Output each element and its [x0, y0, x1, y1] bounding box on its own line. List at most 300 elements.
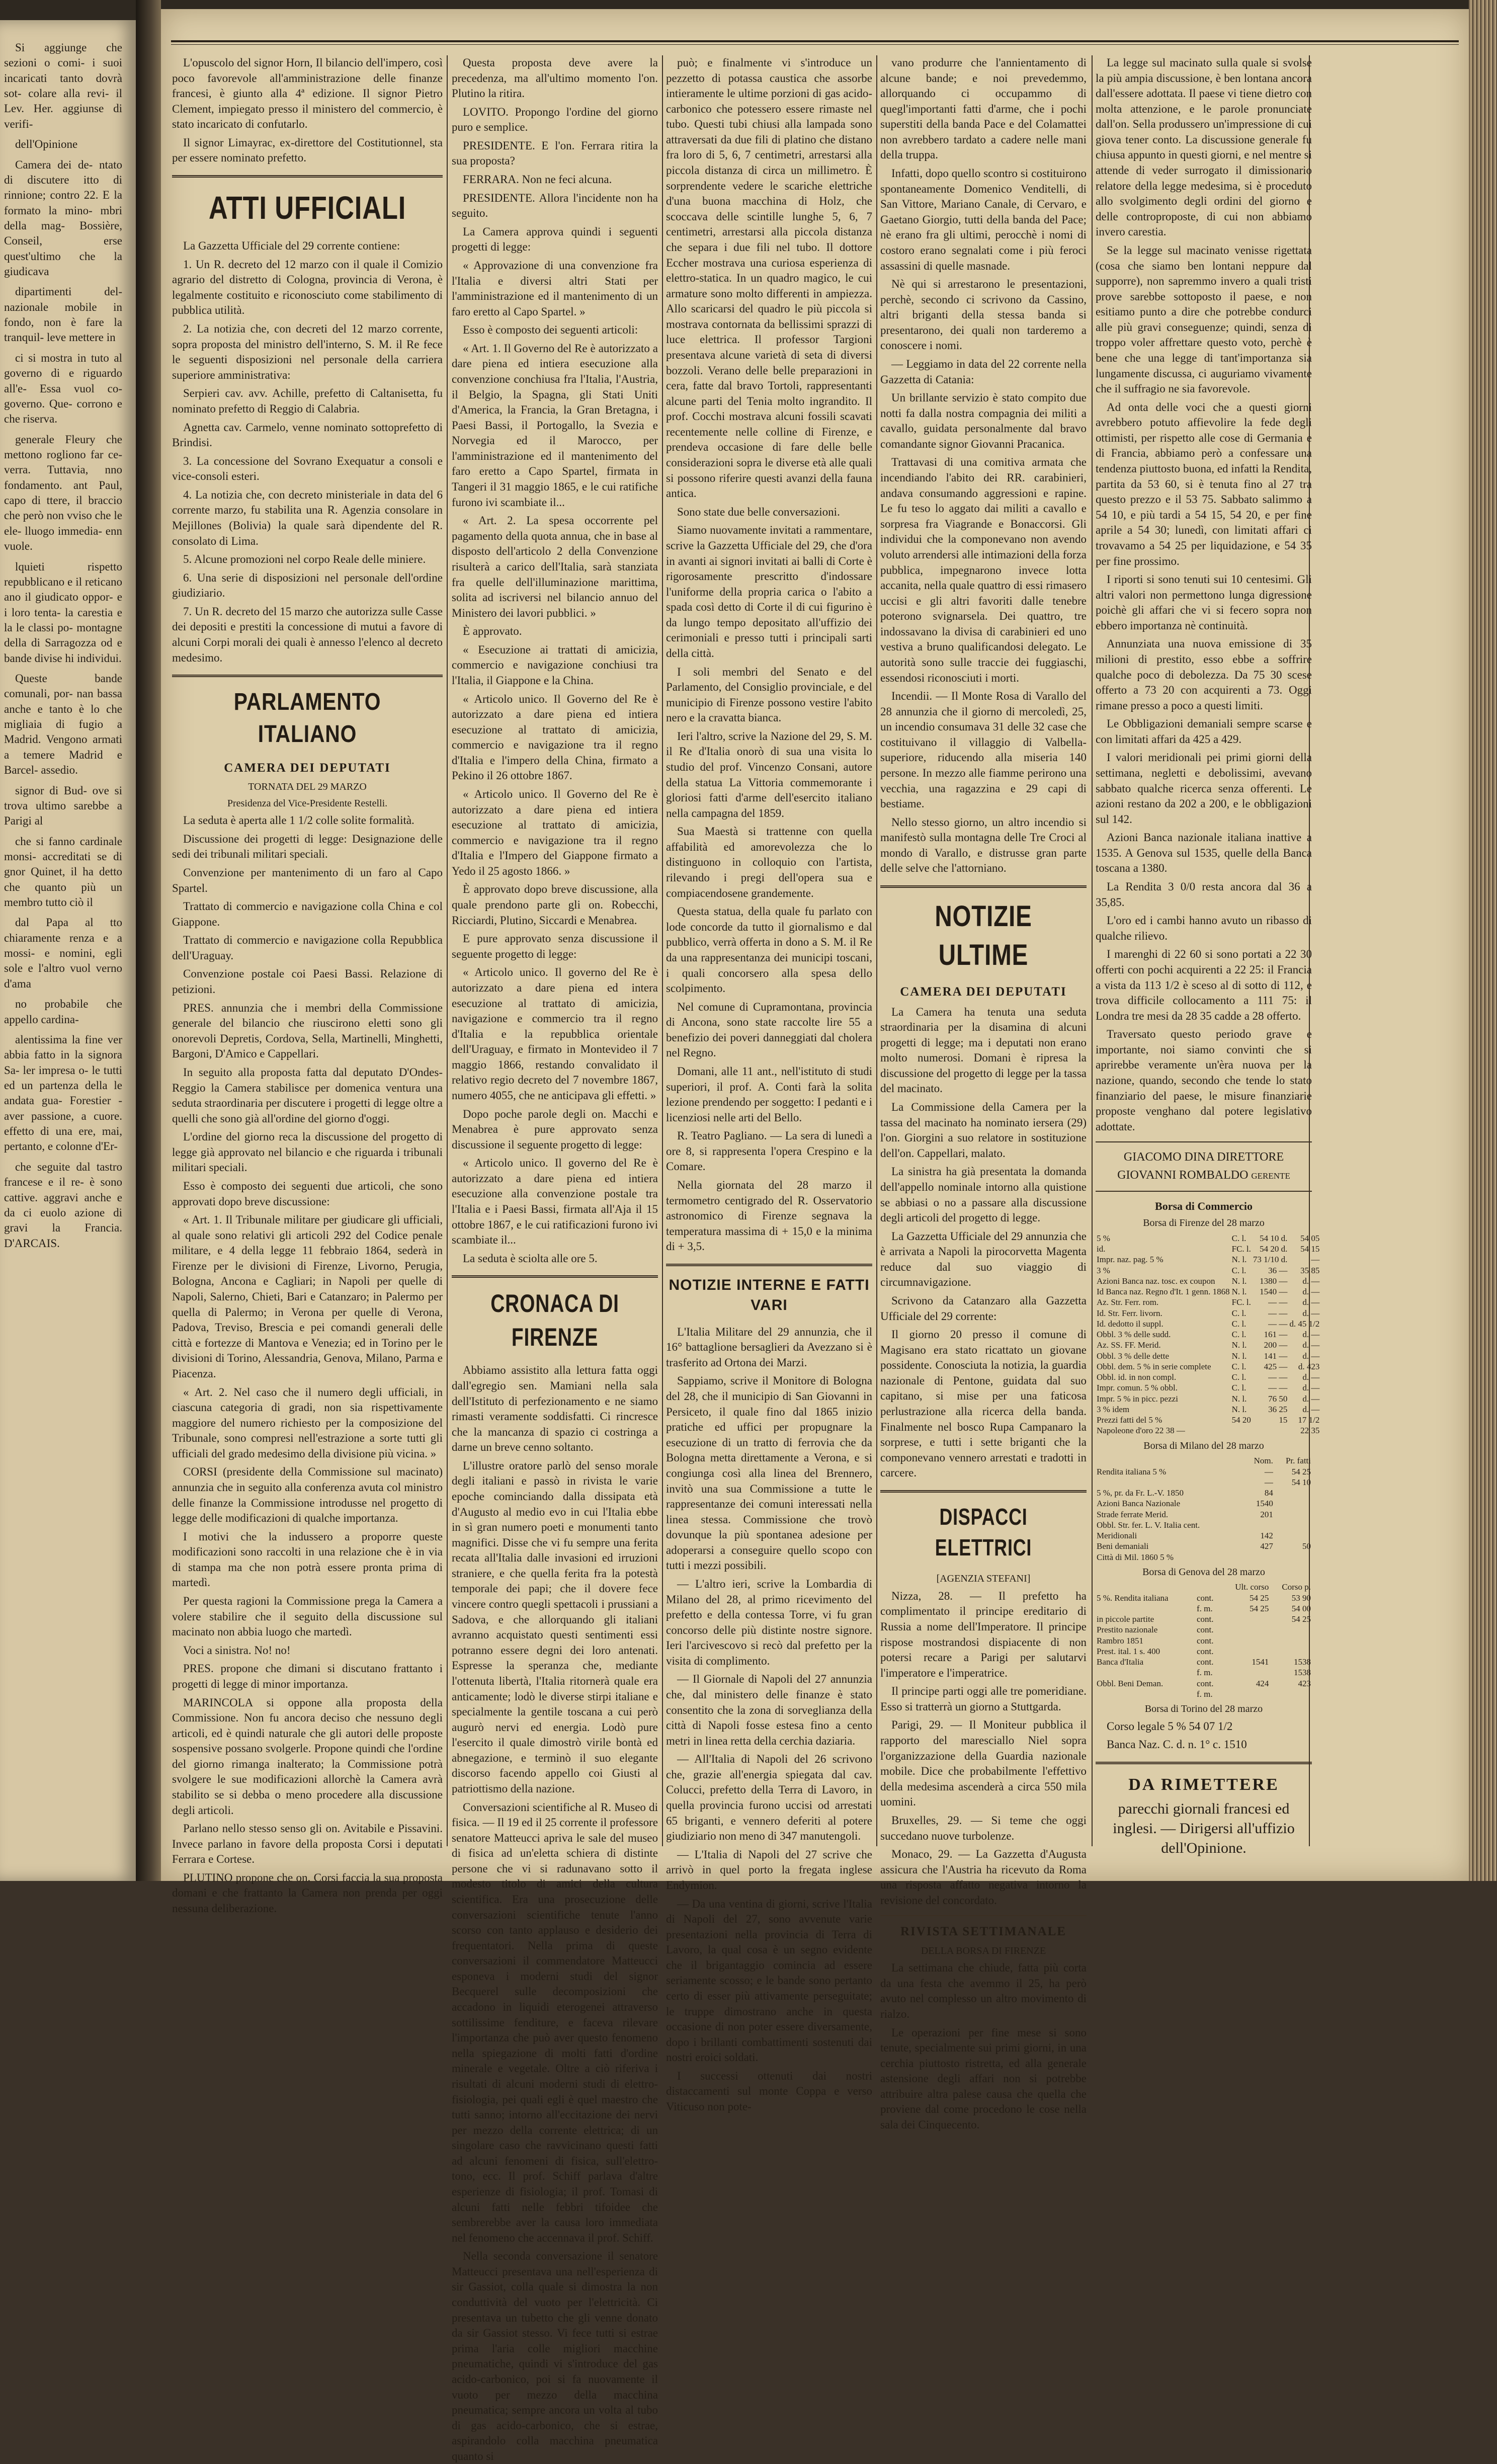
borsa-title: Borsa di Commercio [1155, 1200, 1253, 1213]
paragraph: dell'Opinione [15, 138, 78, 151]
table-cell [1096, 1603, 1196, 1614]
paragraph: Dopo poche parole degli on. Macchi e Menabrea è pure approvato senza discussione il seguente progetto di legge: [452, 1107, 658, 1151]
paragraph: che si fanno cardinale monsi- accreditati se di gnor Quinet, il ha detto che quanto più un membro tutto ciò il [4, 835, 122, 909]
table-row [1096, 1265, 1320, 1276]
table-row [1096, 1415, 1320, 1425]
paragraph: PRESIDENTE. Allora l'incidente non ha seguito. [452, 191, 658, 220]
table-cell: 54 05 [1300, 1233, 1320, 1243]
table-row [1096, 1286, 1320, 1297]
table-cell: Meridionali [1097, 1531, 1137, 1541]
table-cell: — — [1268, 1297, 1288, 1307]
paragraph: Serpieri cav. avv. Achille, prefetto di Caltanisetta, fu nominato prefetto di Reggio di Calabria. [172, 387, 443, 415]
table-cell: Obbl. Str. fer. L. V. Italia cent. [1097, 1520, 1200, 1530]
paragraph: Agnetta cav. Carmelo, venne nominato sottoprefetto di Brindisi. [172, 421, 443, 449]
section-divider [452, 1275, 658, 1278]
direttore-signature: GIACOMO DINA DIRETTORE [1123, 1151, 1284, 1164]
table-cell: 3 % idem [1097, 1404, 1130, 1414]
table-cell: 200 — [1264, 1340, 1288, 1350]
paragraph: — L'altro ieri, scrive la Lombardia di Milano del 28, al primo ricevimento del prefetto e della contessa Torre, vi fu gran concorso delle più distinte nostre signore. Ieri l'arcivescovo si recò dal prefetto per la visita di complimento. [666, 1577, 872, 1667]
paragraph: Voci a sinistra. No! no! [183, 1644, 291, 1657]
top-rule-thin [171, 44, 1459, 45]
table-cell: 142 [1260, 1531, 1273, 1541]
borsa-genova-title: Borsa di Genova del 28 marzo [1142, 1566, 1265, 1578]
paragraph: — All'Italia di Napoli del 26 scrivono che, grazie all'energia spiegata dal cav. Colucci, prefetto della Terra di Lavoro, in quella provincia furono uccisi od arrestati 65 briganti, e vennero deferiti al potere giudiziario non meno di 347 manutengoli. [666, 1753, 872, 1843]
table-row [1096, 1678, 1312, 1689]
paragraph: Trattato di commercio e navigazione colla China e col Giappone. [172, 900, 443, 928]
paragraph: Monaco, 29. — La Gazzetta d'Augusta assicura che l'Austria ha ricevuto da Roma una risposta affatto negativa intorno la revisione del concordato. [880, 1848, 1087, 1907]
table-cell [1244, 1552, 1274, 1563]
table-header-cell [1096, 1582, 1196, 1592]
paragraph: Sono state due belle conversazioni. [677, 505, 840, 518]
table-cell: f. m. [1196, 1668, 1213, 1678]
paragraph: 5. Alcune promozioni nel corpo Reale delle miniere. [183, 553, 426, 566]
table-cell: 5 % [1097, 1233, 1110, 1243]
paragraph: Camera dei de- ntato di discutere itto di rinnione; contro 22. E la formato la mino- mbri della mag- Bossière, Conseil, erse quest'ultimo che la giudicava [4, 158, 122, 278]
paragraph: Discussione dei progetti di legge: Designazione delle sedi dei tribunali militari speciali. [172, 832, 443, 861]
paragraph: « Art. 1. Il Tribunale militare per giudicare gli ufficiali, al quale sono relativi gli articoli 292 del Codice penale militare, e 4 della legge 11 febbraio 1864, sederà in Firenze per le divisioni di Firenze, Livorno, Perugia, Bologna, Ancona e Cagliari; in Napoli per quelle di Napoli, Salerno, Chieti, Bari e Catanzaro; in Palermo per quella di Palermo; in Verona per quelle di Verona, Padova, Treviso, Brescia e pei comandi generali delle città e fortezze di Mantova e Venezia; ed in Torino per le divisioni di Torino, Alessandria, Genova, Milano, Parma e Piacenza. [172, 1213, 443, 1380]
book-gutter [136, 0, 161, 1881]
paragraph: L'Italia Militare del 29 annunzia, che il 16° battaglione bersaglieri da Avezzano si è trasferito ad Ortona dei Marzi. [666, 1325, 872, 1369]
paragraph: MARINCOLA si oppone alla proposta della Commissione. Non fu ancora deciso che nessuno degli articoli, ed è quindi naturale che gli autori delle proposte sospensive possano svolgerle. Propone quindi che l'ordine del giorno rimanga inalterato; la Commissione potrà svolgere le sue modificazioni allorchè la Camera avrà stabilito se si debba o meno procedere alla discussione degli articoli. [172, 1696, 443, 1817]
section-divider [172, 675, 443, 677]
table-cell: 427 [1260, 1541, 1273, 1551]
paragraph: Si aggiunge che sezioni o comi- i suoi incaricati tanto dovrà sot- colare alla revi- il Lev. Her. aggiunse di verifi- [4, 41, 122, 130]
paragraph: Convenzione per mantenimento di un faro al Capo Spartel. [172, 866, 443, 894]
table-row [1096, 1254, 1320, 1265]
paragraph: « Articolo unico. Il Governo del Re è autorizzato a dare piena ed intiera esecuzione al trattato di amicizia, commercio e navigazione tra il regno d'Italia e l'Impero del Giappone firmato a Yedo il 25 agosto 1866. » [452, 788, 658, 877]
heading-atti-ufficiali: ATTI UFFICIALI [208, 190, 406, 226]
table-cell: C. l. [1231, 1372, 1246, 1382]
paragraph: Nello stesso giorno, un altro incendio si manifestò sulla montagna delle Tre Croci al mondo di Varallo, e distrusse gran parte delle selve che l'attorniano. [880, 815, 1087, 875]
paragraph: Nella seconda conversazione il senatore Matteucci presentava una nell'esperienza di sir Gassiot, colla quale si dimostra la non conduttività del vuoto per l'elettricità. Ci presentava un tubetto che gli venne donato da sir Gassiot stesso. Vi fece tutti si estrae prima l'aria colle migliori macchine pneumatiche, quindi vi s'introduce del gas acido-carbonico, poi si fa nuovamente il vuoto per mezzo della macchina pneumatica; sempre ancora un volta al tubo di gas acido-carbonico, che si estrae, aspirandolo colla macchina pneumatica quanto si [452, 2250, 658, 2462]
heading-notizie-ultime: NOTIZIE ULTIME [935, 900, 1032, 972]
section-divider [172, 175, 443, 178]
paragraph: La seduta è sciolta alle ore 5. [463, 1252, 598, 1265]
paragraph: Siamo nuovamente invitati a rammentare, scrive la Gazzetta Ufficiale del 29, che d'ora in avanti ai signori invitati ai balli di Corte è rigorosamente prescritto d'indossare l'uniforme della propria carica o l'abito a spada così detto di Corte il di cui figurino è da lungo tempo depositato all'uffizio dei cerimoniali e presso tutti i principali sarti della città. [666, 524, 872, 660]
paragraph: Nel comune di Cupramontana, provincia di Ancona, sono state raccolte lire 55 a benefizio dei poveri danneggiati dal cholera nel Regno. [666, 1000, 872, 1059]
table-row [1096, 1393, 1320, 1404]
paragraph: può; e finalmente vi s'introduce un pezzetto di potassa caustica che assorbe intieramente le ultime porzioni di gas acido-carbonico che potessero essere rimaste nel tubo. Questi tubi chiusi alla lampada sono attraversati da due fili di platino che distano fra loro di 5, 6, 7 centimetri, arrestarsi alla piccola distanza di circa un millimetro. È sorprendente vedere le scariche elettriche d'una buona macchina di Holz, che scoccava delle scintille lunghe 5, 6, 7 centimetri, arrestarsi alla piccola distanza che separa i due fili nel tubo. Il dottore Eccher mostrava una curiosa esperienza di elettro-statica. In un quadro magico, le cui armature sono molto differenti in ampiezza. Allo scaricarsi del quadro le più piccola si mostrava contornata da bellissimi sprazzi di luce elettrica. Il professor Targioni presentava alcune varietà di seta di diversi bozzoli. Verano delle belle preparazioni in cera, fatte dal bravo Tortoli, rappresentanti alcune parti del Tenia molto ingrandito. Il prof. Cocchi mostrava alcuni fossili scavati recentemente nelle colline di Firenze, e prendeva occasione di fare delle belle considerazioni sopra le diverse età alle quali si possono riferire questi avanzi della fauna antica. [666, 56, 872, 500]
paragraph: Trattato di commercio e navigazione colla Repubblica dell'Uraguay. [172, 934, 443, 962]
table-cell: 3 % [1097, 1265, 1110, 1275]
table-cell: cont. [1196, 1635, 1214, 1646]
paragraph: lquieti rispetto repubblicano e il reticano ano il giudicato oppor- e i loro tenta- la carestia e la le classi po- montagne della di Sarragozza od e bande divise hi individui. [4, 560, 122, 665]
table-cell: — — [1268, 1383, 1288, 1393]
parlamento-body [172, 813, 443, 1916]
table-cell: N. l. [1231, 1393, 1247, 1404]
column-6-margin [1313, 55, 1459, 1846]
paragraph: Nè qui si arrestarono le presentazioni, perchè, secondo ci scrivono da Cassino, altri briganti della stessa banda si presentarono, dei quali non tarderemo a conoscere i nomi. [880, 278, 1087, 352]
paragraph: che seguite dal tastro francese e il re- è sono cattive. aggravi anche e da ci euolo azione di gravi la Francia. D'ARCAIS. [4, 1160, 122, 1250]
presidenza-line: Presidenza del Vice-Presidente Restelli. [227, 797, 388, 809]
table-cell: FC. l. [1231, 1244, 1251, 1254]
column-rule [662, 55, 663, 1846]
paragraph: La Gazzetta Ufficiale del 29 annunzia che è arrivata a Napoli la pirocorvetta Magenta reduce dal suo viaggio di circumnavigazione. [880, 1229, 1087, 1289]
previous-page-edge [0, 20, 136, 1881]
paragraph: Scrivono da Catanzaro alla Gazzetta Ufficiale del 29 corrente: [880, 1294, 1087, 1323]
table-cell: Rambro 1851 [1097, 1635, 1144, 1646]
paragraph: La Camera approva quindi i seguenti progetti di legge: [452, 225, 658, 254]
paragraph: Conversazioni scientifiche al R. Museo di fisica. — Il 19 ed il 25 corrente il professore senatore Matteucci apriva le sale del museo di fisica ad un'eletta schiera di distinte persone che vi si radunavano sotto il modesto titolo di amici della cultura scientifica. Era una prosecuzione delle conversazioni scientifiche tenute l'anno scorso con tanto applauso e desiderio dei frequentatori. Nella prima di queste conversazioni il commendatore Matteucci esponeva i moderni studi del signor Becquerel sulle decomposizioni che accadono in liquidi eterogenei attraverso sottilissime fenditure, e faceva rilevare l'importanza che può aver questo fenomeno nella spiegazione di molti fatti d'ordine minerale e vegetale. Oltre a ciò riferiva i risultati di alcuni moderni studi di elettro-fisiologia, pei quali egli è quel maestro che tutti sanno; intorno all'eccitazione dei nervi per mezzo della corrente elettrica; di un singolare caso che ravvicinano questi fatti ad alcuni fenomeni di fisica, sull'elettro-tono, ecc. Il prof. Schiff parlava d'altre esperienze di fisiologia; il prof. Tomasi di alcuni fatti nelle febbri tifoidee che sembrerebbe aver la causa loro immediata nel fenomeno che accennava il prof. Schiff. [452, 1800, 658, 2244]
paragraph: « Articolo unico. Il governo del Re è autorizzato a dare piena ed intera esecuzione al trattato di amicizia, navigazione e commercio tra il regno d'Italia e la repubblica orientale dell'Uraguay, e firmato in Montevideo il 7 maggio 1866, restando convalidato il relativo regio decreto del 7 novembre 1867, numero 4055, che ne anticipava gli effetti. » [452, 966, 658, 1102]
paragraph: CORSI (presidente della Commissione sul macinato) annunzia che in seguito alla conferenza avuta col ministro delle finanze la Commissione introdusse nel progetto di legge delle modificazioni di qualche importanza. [172, 1465, 443, 1525]
table-cell: d. — [1302, 1393, 1320, 1404]
table-row [1096, 1509, 1312, 1520]
column-rule [447, 55, 448, 1846]
column-3 [666, 55, 872, 2113]
gerente-signature: GIOVANNI ROMBALDO gerente [1117, 1169, 1290, 1182]
cronaca-body [452, 1363, 658, 2464]
table-cell: 423 [1298, 1678, 1311, 1688]
table-cell [1270, 1646, 1312, 1657]
column-5 [1096, 55, 1320, 1857]
paragraph: I successi ottenuti dai nostri distaccamenti sul monte Coppa e verso Viticuso non pote- [666, 2069, 872, 2113]
subheading-rivista: RIVISTA SETTIMANALE [900, 1925, 1066, 1939]
paragraph: 1. Un R. decreto del 12 marzo con il quale il Comizio agrario del distretto di Cologna, provincia di Verona, è legalmente costituito e riconosciuto come stabilimento di pubblica utilità. [172, 258, 443, 317]
paragraph: Domani, alle 11 ant., nell'istituto di studi superiori, il prof. A. Conti farà la solita lezione prendendo per soggetto: I pedanti e i licenziosi nelle arti del Bello. [666, 1065, 872, 1124]
table-cell: — — [1268, 1308, 1288, 1318]
table-cell: 35 85 [1300, 1265, 1320, 1275]
table-cell: Az. Str. Ferr. rom. [1097, 1297, 1159, 1307]
paragraph: La seduta è aperta alle 1 1/2 colle solite formalità. [183, 814, 414, 827]
table-cell: d. — [1302, 1404, 1320, 1414]
paragraph: 7. Un R. decreto del 15 marzo che autorizza sulle Casse dei depositi e prestiti la concessione di mutui a favore di alcuni Corpi morali dei quali è annesso l'elenco al decreto medesimo. [172, 605, 443, 664]
table-cell: 84 [1264, 1488, 1273, 1498]
paragraph: Nizza, 28. — Il prefetto ha complimentato il principe ereditario di Russia a nome dell'Imperatore. Il principe rispose mostrandosi dispiacente di non potersi recare a Parigi per salutarvi l'imperatore e l'imperatrice. [880, 1589, 1087, 1679]
paragraph: FERRARA. Non ne feci alcuna. [463, 173, 612, 186]
paragraph: L'opuscolo del signor Horn, Il bilancio dell'impero, così poco favorevole all'amministrazione delle finanze francesi, è giunto alla 4ª edizione. Il signor Pietro Clement, impiegato presso il ministero del commercio, è stato incaricato di confutarlo. [172, 56, 443, 131]
table-header-row [1096, 1582, 1312, 1592]
table-cell [1096, 1477, 1242, 1488]
table-cell: — [1264, 1466, 1273, 1476]
table-cell: Prezzi fatti del 5 % [1097, 1415, 1162, 1425]
paragraph: Le operazioni per fine mese si sono tenute, specialmente sui primi giorni, in una cerchia piuttosto ristretta, ed alla generale astensione degli affari non si potrebbe attribuire altra palese causa che quella che proviene dal come procedono le cose nella sala dei Cinquecento. [880, 2026, 1087, 2131]
table-cell: 54 15 [1300, 1244, 1320, 1254]
table-cell: cont. [1196, 1625, 1214, 1635]
table-cell: 36 — [1268, 1265, 1288, 1275]
paragraph: 4. La notizia che, con decreto ministeriale in data del 6 corrente marzo, fu stabilita una R. Agenzia consolare in Mejillones (Bolivia) la quale sarà dipendente del R. consolato di Lima. [172, 488, 443, 547]
section-divider [880, 885, 1087, 888]
paragraph: Per questa ragioni la Commissione prega la Camera a volere stabilire che il seguito della discussione sul macinato non abbia luogo che martedì. [172, 1595, 443, 1638]
paragraph: — Leggiamo in data del 22 corrente nella Gazzetta di Catania: [880, 357, 1087, 386]
paragraph: Ad onta delle voci che a questi giorni avrebbero potuto affievolire la fede degli ottimisti, per rispetto alle cose di Germania e di Francia, abbiamo però a confessare una tendenza piuttosto buona, ed infatti la Rendita, partita da 53 60, si è tenuta fino al 27 tra questo prezzo e il 53 75. Sabbato salimmo a 54 10, e più tardi a 54 15, 54 20, e per fine aprile a 54 30; lunedì, con limitati affari ci trovavamo a 54 25 per liquidazione, e 54 35 per fine prossimo. [1096, 400, 1312, 567]
paragraph: Azioni Banca nazionale italiana inattive a 1535. A Genova sul 1535, quelle della Banca toscana a 1380. [1096, 831, 1312, 875]
paragraph: Banca Naz. C. d. n. 1° c. 1510 [1107, 1738, 1247, 1751]
table-cell: id. [1097, 1244, 1106, 1254]
paragraph: Trattavasi di una comitiva armata che incendiando l'abito dei RR. carabinieri, andava consumando aggressioni e rapine. Le fu teso lo aggato dai militi a cavallo e sorpresa fra Viagrande e Bonaccorsi. Gli individui che la componevano non avendo voluto arrendersi alle intimazioni della forza pubblica, impegnarono invece lotta accanita, nella quale quattro di essi rimasero uccisi e gli altri favoriti dalle tenebre poterono svignarsela. Dei quattro, tre indossavano la divisa di carabinieri ed uno vestiva a bruno qualificandosi delegato. Le autorità sono sulle traccie dei fuggiaschi, essendosi riconosciuti i morti. [880, 456, 1087, 684]
table-row [1096, 1351, 1320, 1361]
table-row [1096, 1425, 1320, 1436]
table-cell: C. l. [1231, 1308, 1246, 1318]
borsa-firenze-table [1096, 1233, 1320, 1436]
table-row [1096, 1297, 1320, 1307]
paragraph: 2. La notizia che, con decreti del 12 marzo corrente, sopra proposta del ministro dell'interno, S. M. il Re fece le seguenti disposizioni nel personale della carriera superiore amministrativa: [172, 322, 443, 381]
table-row [1096, 1404, 1320, 1415]
column-4-body [880, 55, 1087, 876]
paragraph: La sinistra ha già presentata la domanda dell'appello nominale intorno alla quistione se abbiasi o no a passare alla discussione degli articoli del progetto di legge. [880, 1165, 1087, 1224]
table-cell: C. l. [1231, 1383, 1246, 1393]
table-header-cell: Corso p. [1282, 1582, 1311, 1592]
table-cell: d. — [1302, 1383, 1320, 1393]
paragraph: Sua Maestà si trattenne con quella affabilità ed amorevolezza che lo distinguono in colloquio con l'artista, rilevando i pregi dell'opera sua e compiacendosene grandemente. [666, 825, 872, 899]
paragraph: È approvato. [463, 625, 522, 638]
table-cell [1252, 1425, 1288, 1436]
paragraph: « Art. 2. Nel caso che il numero degli ufficiali, in ciascuna categoria di gradi, non sia rispettivamente maggiore del numero richiesto per la composizione del Tribunale, sono compresi nell'estrazione a sorte tutti gli ufficiali del grado medesimo della divisione più vicina. » [172, 1385, 443, 1460]
table-row [1096, 1319, 1320, 1329]
newspaper-page [161, 9, 1469, 2462]
borsa-genova-table [1096, 1582, 1312, 1699]
table-header-cell: Nom. [1254, 1456, 1273, 1466]
table-cell [1096, 1689, 1196, 1699]
heading-parlamento: PARLAMENTO ITALIANO [233, 689, 381, 748]
table-cell: d. 423 [1298, 1361, 1320, 1371]
table-cell [1274, 1530, 1312, 1541]
table-cell [1270, 1635, 1312, 1646]
table-cell: N. l. [1231, 1404, 1247, 1414]
atti-list [172, 257, 443, 666]
table-row [1096, 1308, 1320, 1319]
table-cell: 1541 [1252, 1657, 1269, 1667]
table-cell: d. — [1302, 1330, 1320, 1340]
paragraph: L'ordine del giorno reca la discussione del progetto di legge già approvato nel bilancio e che riguarda i tribunali militari speciali. [172, 1130, 443, 1174]
paragraph: « Articolo unico. Il Governo del Re è autorizzato a dare piena ed intiera esecuzione al trattato di amicizia, commercio e navigazione tra il regno d'Italia e l'impero della China, firmato a Pekino il 26 ottobre 1867. [452, 692, 658, 782]
table-row [1096, 1593, 1312, 1603]
paragraph: « Approvazione di una convenzione fra l'Italia e diversi altri Stati per l'amministrazione ed il mantenimento di un faro eretto al Capo Spartel. » [452, 259, 658, 318]
paragraph: dipartimenti del- nazionale mobile in fondo, non è fare la tranquil- leve mettere in [4, 285, 122, 344]
paragraph: « Esecuzione ai trattati di amicizia, commercio e navigazione conchiusi tra l'Italia, il Giappone e la China. [452, 643, 658, 687]
paragraph: In seguito alla proposta fatta dal deputato D'Ondes-Reggio la Camera stabilisce per domenica ventura una seduta straordinaria per discutere i progetti di legge oltre a quelli che sono già all'ordine del giorno d'oggi. [172, 1065, 443, 1125]
table-cell: C. l. [1231, 1265, 1246, 1275]
table-cell: cont. [1196, 1593, 1214, 1603]
table-cell: f. m. [1196, 1603, 1213, 1613]
paragraph: Esso è composto dei seguenti articoli: [463, 323, 638, 337]
table-row [1096, 1361, 1320, 1372]
column-rule [1092, 55, 1093, 1846]
table-cell: Impr. naz. pag. 5 % [1097, 1255, 1163, 1265]
table-cell: 1540 [1256, 1499, 1273, 1509]
table-cell: 161 — [1264, 1330, 1288, 1340]
paragraph: Il giorno 20 presso il comune di Magisano era stato ricattato un giovane possidente. Conosciuta la notizia, la guardia nazionale di Pentone, guidata dal suo capitano, si mise per una faticosa perlustrazione alla ricerca della banda. Finalmente nel bosco Rupa Campanaro la sorprese, e tutti i sette briganti che la componevano vennero arrestati e tradotti in carcere. [880, 1328, 1087, 1480]
paragraph: E pure approvato senza discussione il seguente progetto di legge: [452, 932, 658, 960]
paragraph: I motivi che la indussero a proporre queste modificazioni sono raccolti in una relazione che è in via di stampa ma che non potrà essere pronta prima di martedì. [172, 1530, 443, 1589]
paragraph: PRESIDENTE. E l'on. Ferrara ritira la sua proposta? [452, 139, 658, 168]
table-cell: 54 25 [1250, 1603, 1269, 1613]
table-cell: 425 — [1264, 1361, 1288, 1371]
table-cell: Id. Str. Ferr. livorn. [1097, 1308, 1162, 1318]
paragraph: ci si mostra in tuto al governo di e riguardo all'e- Essa vuol co- governo. Que- corrono e che riserva. [4, 351, 122, 426]
table-row [1096, 1667, 1312, 1678]
table-cell: C. l. [1231, 1233, 1246, 1243]
section-divider [666, 1264, 872, 1266]
table-cell: 54 10 d. [1260, 1233, 1288, 1243]
table-cell: 22 35 [1300, 1426, 1320, 1436]
paragraph: 6. Una serie di disposizioni nel personale dell'ordine giudiziario. [172, 571, 443, 600]
table-cell: cont. [1196, 1678, 1214, 1688]
paragraph: La Rendita 3 0/0 resta ancora dal 36 a 35,85. [1096, 880, 1312, 909]
table-cell: d. — [1302, 1297, 1320, 1307]
table-cell: d. — [1302, 1276, 1320, 1286]
table-cell [1270, 1624, 1312, 1635]
table-cell: cont. [1196, 1646, 1214, 1656]
borsa-milano-title: Borsa di Milano del 28 marzo [1143, 1440, 1264, 1451]
table-cell: d. — [1302, 1308, 1320, 1318]
paragraph: Bruxelles, 29. — Si teme che oggi succedano nuove turbolenze. [880, 1814, 1087, 1842]
column-1 [172, 55, 443, 1915]
table-cell [1274, 1509, 1312, 1520]
table-cell [1221, 1635, 1270, 1646]
table-cell: 50 [1302, 1541, 1311, 1551]
table-cell: Az. SS. FF. Merid. [1097, 1340, 1161, 1350]
table-cell: cont. [1196, 1614, 1214, 1624]
paragraph: Corso legale 5 % 54 07 1/2 [1107, 1719, 1233, 1733]
paragraph: La legge sul macinato sulla quale si svolse la più ampia discussione, è ben lontana ancora dall'essere adottata. Il paese vi tiene dietro con molta attenzione, e le parole pronunciate dall'on. Sella produssero un'impressione di cui giova tener conto. La discussione generale fu chiusa appunto in questi giorni, e nel mentre si attende di veder surrogato il dimissionario relatore della legge medesima, si è proceduto allo svolgimento degli ordini del giorno e delle controproposte, di cui non abbiamo invero carestia. [1096, 56, 1312, 238]
table-cell: f. m. [1196, 1689, 1213, 1699]
heading-dispacci-elettrici: DISPACCI ELETTRICI [935, 1503, 1032, 1561]
table-header-cell: Pr. fatti [1285, 1456, 1311, 1466]
table-cell [1274, 1552, 1312, 1563]
subheading-tornata: TORNATA DEL 29 MARZO [248, 781, 367, 793]
paragraph: — Da una ventina di giorni, scrive l'Italia di Napoli del 27, sono avvenute varie presentazioni nella provincia di Terra di Lavoro, la qual cosa è un segno evidente che il brigantaggio comincia ad essere seriamente scosso; e le bande sono pertanto certo di esser più attivamente perseguitate; le truppe dimostrano anche in questa occasione di non poter essere diversamente, dopo i brillanti combattimenti sostenuti dai nostri eroici soldati. [666, 1897, 872, 2064]
table-cell: — [1264, 1477, 1273, 1487]
column-4 [880, 55, 1087, 2131]
borsa-torino-title: Borsa di Torino del 28 marzo [1144, 1703, 1263, 1715]
table-cell: 1538 [1294, 1657, 1311, 1667]
table-cell: Napoleone d'oro 22 38 — [1097, 1426, 1185, 1436]
da-rimettere-title: DA RIMETTERE [1128, 1775, 1279, 1794]
paragraph: Traversato questo periodo grave e importante, noi siamo convinti che si aprirebbe veramente un'èra nuova per la nazione, quando, secondo che tende lo stato finanziario del paese, le misure finanziarie proposte venghano dal potere legislativo adottate. [1096, 1028, 1312, 1133]
paragraph: Queste bande comunali, por- nan bassa anche e tanto è lo che migliaia di fugio a Madrid. Vengono armati a temere Madrid e Barcel- assedio. [4, 672, 122, 777]
table-cell: d. — [1302, 1351, 1320, 1361]
table-header-cell: Ult. corso [1235, 1582, 1269, 1592]
table-cell: Obbl. 3 % delle dette [1097, 1351, 1169, 1361]
table-row [1096, 1382, 1320, 1393]
paragraph: 3. La concessione del Sovrano Exequatur a consoli e vice-consoli esteri. [172, 454, 443, 483]
table-cell [1274, 1520, 1312, 1530]
table-row [1096, 1466, 1312, 1477]
table-cell: 73 1/10 d. [1253, 1255, 1288, 1265]
table-cell: d. 45 1/2 [1289, 1319, 1320, 1329]
section-divider [1096, 1141, 1312, 1142]
table-cell: N. l. [1231, 1351, 1247, 1361]
table-row [1096, 1614, 1312, 1624]
top-rule [171, 40, 1459, 42]
table-cell: 5 %, pr. da Fr. L.-V. 1850 [1097, 1488, 1184, 1498]
table-cell: 15 [1279, 1415, 1288, 1425]
rivista-body [880, 1960, 1087, 2132]
paragraph: PRES. propone che dimani si discutano frattanto i progetti di legge di minor importanza. [172, 1662, 443, 1690]
section-divider [880, 1490, 1087, 1493]
table-header-cell [1196, 1582, 1221, 1592]
table-cell: — [1311, 1255, 1320, 1265]
notizie-body [666, 1325, 872, 2115]
column-rule [876, 55, 877, 1846]
paragraph: signor di Bud- ove si trova ultimo sarebbe a Parigi al [4, 784, 122, 828]
table-cell [1274, 1498, 1312, 1509]
paragraph: — Il Giornale di Napoli del 27 annunzia che, dal ministero delle finanze è stato consentito che la zona di sorveglianza della città di Napoli fosse estesa fino a cento metri in linea retta della cerchia daziaria. [666, 1673, 872, 1747]
table-cell: Azioni Banca Nazionale [1097, 1499, 1181, 1509]
table-cell: in piccole partite [1097, 1614, 1154, 1624]
table-row [1096, 1488, 1312, 1498]
table-row [1096, 1624, 1312, 1635]
borsa-firenze-title: Borsa di Firenze del 28 marzo [1143, 1217, 1265, 1229]
paragraph: Le Obbligazioni demaniali sempre scarse e con limitati affari da 425 a 429. [1096, 717, 1312, 746]
paragraph: — L'Italia di Napoli del 27 scrive che arrivò in quel porto la fregata inglese Endymion. [666, 1848, 872, 1892]
table-cell: Obbl. Beni Deman. [1097, 1678, 1163, 1688]
table-cell: 53 90 [1291, 1593, 1311, 1603]
paragraph: I riporti si sono tenuti sui 10 centesimi. Gli altri valori non permettono lunga digressione poichè gli affari che vi si fecero sopra non ebbero importanza nè continuità. [1096, 573, 1312, 632]
paragraph: PRES. annunzia che i membri della Commissione generale del bilancio che riuscirono eletti sono gli onorevoli Depretis, Cordova, Sella, Martinelli, Minghetti, Bargoni, D'Amico e Cappellari. [172, 1001, 443, 1060]
table-cell: cont. [1196, 1657, 1214, 1667]
table-cell [1221, 1624, 1270, 1635]
table-row [1096, 1372, 1320, 1382]
paragraph: vano produrre che l'annientamento di alcune bande; e noi prevedemmo, allorquando ci occupammo di quegl'importanti fatti d'arme, che i pochi superstiti della banda Pace e del Colamattei non avrebbero tardato a cadere nelle mani della truppa. [880, 56, 1087, 161]
table-cell: Id. dedotto il suppl. [1097, 1319, 1163, 1329]
paragraph: « Art. 1. Il Governo del Re è autorizzato a dare piena ed intiera esecuzione alla convenzione conchiusa fra l'Italia, l'Austria, il Belgio, la Spagna, gli Stati Uniti d'America, la Francia, la Gran Bretagna, i Paesi Bassi, il Portogallo, la Svezia e Norvegia ed il Marocco, per l'amministrazione ed il mantenimento del faro eretto a Capo Spartel, firmata in Tangeri il 31 maggio 1865, e le cui ratifiche furono ivi scambiate il... [452, 342, 658, 509]
paragraph: Parigi, 29. — Il Moniteur pubblica il rapporto del maresciallo Niel sopra l'organizzazione della Guardia nazionale mobile. Dice che probabilmente l'effettivo della medesima ascenderà a circa 550 mila uomini. [880, 1718, 1087, 1809]
table-cell: Obbl. 3 % delle sudd. [1097, 1330, 1171, 1340]
paragraph: L'oro ed i cambi hanno avuto un ribasso di qualche rilievo. [1096, 914, 1312, 942]
column-5-body [1096, 55, 1312, 1134]
table-cell: 36 25 [1268, 1404, 1288, 1414]
paragraph: Questa proposta deve avere la precedenza, ma all'ultimo momento l'on. Plutino la ritira. [452, 56, 658, 100]
paragraph: « Articolo unico. Il governo del Re è autorizzato a dare piena ed intiera esecuzione alla convenzione postale tra l'Italia e i Paesi Bassi, firmata all'Aja il 15 ottobre 1867, e le cui ratificazioni furono ivi scambiate il... [452, 1157, 658, 1247]
table-cell: Banca d'Italia [1097, 1657, 1144, 1667]
paragraph: Infatti, dopo quello scontro si costituirono spontaneamente Domenico Venditelli, di San Vittore, Mariano Canale, di Cervaro, e Gaetano Giorgio, tutti della banda del Pace; nè erano fra gli ultimi, perocchè i nomi di costoro erano segnalati come i più feroci assassini di quelle masnade. [880, 167, 1087, 272]
paragraph: Il principe parti oggi alle tre pomeridiane. Esso si tratterrà un giorno a Stuttgarda. [880, 1685, 1087, 1713]
paragraph: Incendii. — Il Monte Rosa di Varallo del 28 annunzia che il giorno di mercoledì, 25, un incendio consumava 31 delle 32 case che costituivano il villaggio di Valbella-superiore, riducendo alla miseria 140 persone. In mezzo alle fiamme perirono una vecchia, una ragazzina e 29 capi di bestiame. [880, 690, 1087, 810]
paragraph: PLUTINO propone che on. Corsi faccia la sua proposta domani e che frattanto la Camera non prenda per oggi nessuna deliberazione. [172, 1871, 443, 1915]
table-cell: Obbl. id. in non compl. [1097, 1372, 1177, 1382]
table-cell: 54 25 [1291, 1466, 1311, 1476]
table-cell [1221, 1614, 1270, 1624]
paragraph: « Art. 2. La spesa occorrente pel pagamento della quota annua, che in base al disposto dell'articolo 2 della Convenzione risulterà a carico dell'Italia, sarà stanziata fra quelle dell'illuminazione marittima, solita ad iscriversi nel bilancio annuo del Ministero dei lavori pubblici. » [452, 514, 658, 619]
table-cell: Prest. ital. 1 s. 400 [1097, 1646, 1160, 1656]
paragraph: Un brillante servizio è stato compito due notti fa dalla nostra compagnia dei militi a cavallo, guidata personalmente dal bravo comandante signor Giovanni Pracanica. [880, 391, 1087, 450]
table-row [1096, 1541, 1312, 1551]
borsa-milano-table [1096, 1455, 1312, 1563]
table-cell: C. l. [1231, 1319, 1246, 1329]
section-divider [1096, 1762, 1312, 1764]
table-cell: Beni demaniali [1097, 1541, 1149, 1551]
table-row [1096, 1689, 1312, 1699]
table-cell [1244, 1520, 1274, 1530]
table-cell: 54 00 [1291, 1603, 1311, 1613]
paragraph: Annunziata una nuova emissione di 35 milioni di prestito, esso ebbe a soffrire qualche poco di debolezza. Da 75 30 scese offerto a 73 20 con acquirenti a 73. Oggi rimane presso a poco a questi limiti. [1096, 637, 1312, 712]
paragraph: L'illustre oratore parlò del senso morale degli italiani e passò in rivista le varie epoche cominciando dalla dissipata età d'Augusto al medio evo in cui l'Italia ebbe in sì gran numero poeti e monumenti tanto magnifici. Disse che vi fu sempre una ferita recata all'Italia dalle invasioni ed irruzioni straniere, e che quella ferita fra la potestà temporale dei papi; che il dovere fece vincere contro quegli spettacoli i prussiani a Sadova, e che allorquando gli italiani avranno acquistato questi sentimenti essi potranno essere degni dei loro antenati. Espresse la speranza che, mediante l'ottenuta libertà, l'Italia ritornerà quale era anticamente; lodò le diverse stirpi italiane e specialmente la gentile toscana a cui però augurò nervi ed energia. Lodò pure l'esercito il quale dimostrò virile bontà ed abnegazione, e terminò il suo elegante discorso facendo appello coi Giusti al patriottismo della nazione. [452, 1459, 658, 1795]
table-header-row [1096, 1455, 1312, 1466]
section-divider [1096, 1191, 1312, 1192]
paragraph: Se la legge sul macinato venisse rigettata (cosa che siamo ben lontani neppure dal supporre), non sapremmo invero a quali tristi prove sarebbe sottoposto il paese, e non esitiamo punto a dire che potrebbe condurci alle più gravi conseguenze; quindi, senza di troppo voler affrettare questo voto, perchè è bene che una legge di tant'importanza sia lungamente discussa, ci auguriamo vivamente che il suffragio ne sia favorevole. [1096, 243, 1312, 395]
table-cell: d. — [1302, 1372, 1320, 1382]
subheading-camera: CAMERA DEI DEPUTATI [224, 761, 391, 775]
paragraph: I marenghi di 22 60 si sono portati a 22 30 offerti con pochi acquirenti a 22 25: il Francia a vista da 113 1/2 è sceso al di sotto di 112, e trova difficile collocamento a 111 75: il Londra tre mesi da 28 35 cadde a 28 offerto. [1096, 948, 1312, 1022]
paragraph: È approvato dopo breve discussione, alla quale prendono parte gli on. Robecchi, Ricciardi, Plutino, Siccardi e Menabrea. [452, 883, 658, 927]
table-cell [1221, 1689, 1270, 1699]
table-cell: FC. l. [1231, 1297, 1251, 1307]
table-cell: N. l. [1231, 1340, 1247, 1350]
dispacci-body [880, 1589, 1087, 1909]
table-cell: 54 20 [1231, 1415, 1251, 1425]
table-cell: 54 25 [1250, 1593, 1269, 1603]
table-cell: — — [1268, 1372, 1288, 1382]
table-cell: 54 10 [1291, 1477, 1311, 1487]
table-cell: N. l. [1231, 1287, 1247, 1297]
paragraph: Sappiamo, scrive il Monitore di Bologna del 28, che il municipio di San Giovanni in Persiceto, il quale fino dal 1865 inizio pratiche ed uffici per propugnare la esecuzione di un tratto di ferrovia che da Bologna metta direttamente a Verona, e si congiunga così alla linea del Brennero, invitò una sua Commissione a tutte le rappresentanze dei comuni interessati nella linea stessa. Commissione che trovò dovunque la più spontanea adesione per adoperarsi a conseguire quello scopo con tutti i mezzi possibili. [666, 1374, 872, 1572]
table-row [1096, 1244, 1320, 1254]
column-2-body [452, 55, 658, 1266]
table-cell [1096, 1667, 1196, 1678]
page-edges [1469, 0, 1497, 1881]
